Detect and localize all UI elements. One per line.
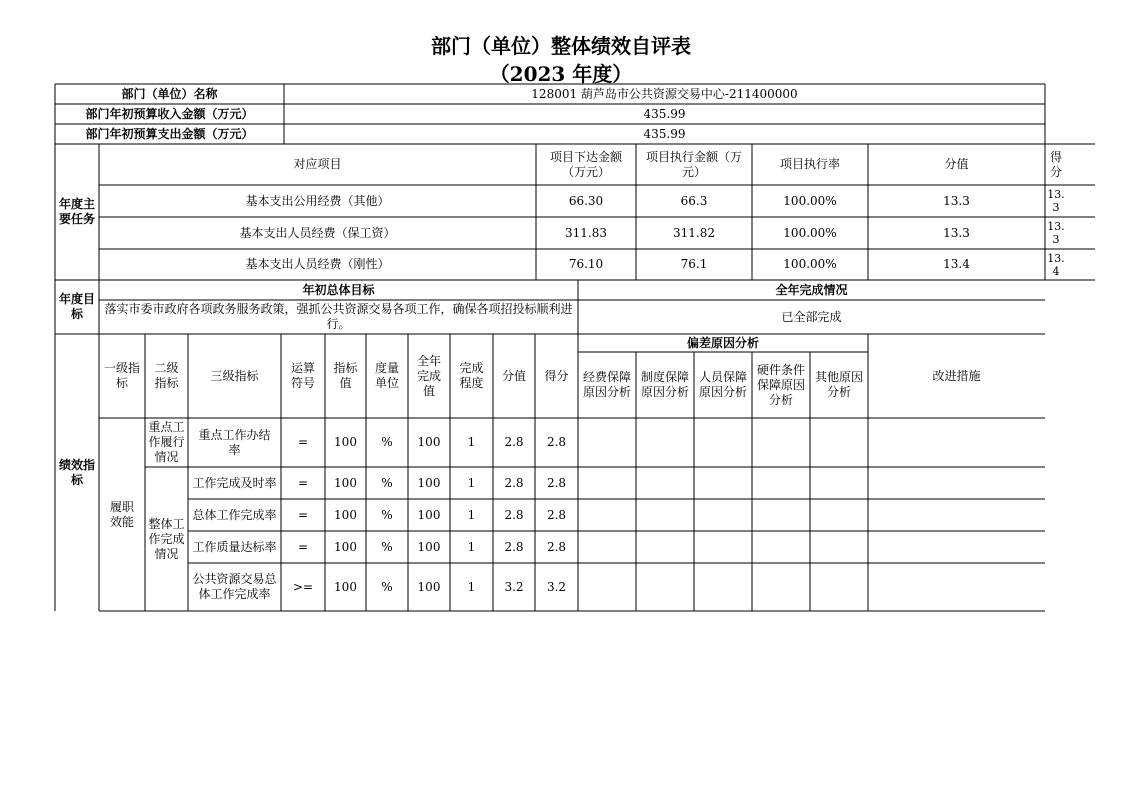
indicator-row-3-op: = xyxy=(297,507,309,522)
indicator-row-1-unit: % xyxy=(381,435,393,449)
tasks-section-label: 年度主要任务 xyxy=(58,197,95,226)
task-row-2-executed: 311.82 xyxy=(673,225,715,240)
col-executed: 项目执行金额（万元） xyxy=(645,149,742,179)
col-score: 分值 xyxy=(944,157,969,171)
indicator-row-1-l3: 重点工作办结率 xyxy=(198,427,271,457)
income-value: 435.99 xyxy=(643,106,686,121)
indicator-row-4-degree: 1 xyxy=(467,539,476,554)
indicator-row-4-annual: 100 xyxy=(417,539,441,554)
col-got: 得分 xyxy=(1049,149,1062,179)
indicator-row-2-target: 100 xyxy=(334,475,357,490)
indicator-row-2-annual: 100 xyxy=(417,475,441,490)
task-row-3-item: 基本支出人员经费（刚性） xyxy=(245,257,390,271)
col-target: 指标值 xyxy=(333,361,358,390)
indicator-row-3-target: 100 xyxy=(334,507,357,522)
indicator-row-1-got: 2.8 xyxy=(546,435,567,449)
indicator-row-5-got: 3.2 xyxy=(546,579,567,594)
task-row-2-score: 13.3 xyxy=(943,225,970,240)
indicator-row-1-score: 2.8 xyxy=(504,435,524,449)
task-row-1-got: 13.3 xyxy=(1047,188,1065,214)
deviation-header: 偏差原因分析 xyxy=(686,335,759,350)
indicator-row-2-degree: 1 xyxy=(467,475,476,490)
indicator-row-4-op: = xyxy=(297,539,309,554)
task-row-3-got: 13.4 xyxy=(1047,251,1065,278)
indicator-row-2-unit: % xyxy=(381,475,393,490)
indicator-row-3-degree: 1 xyxy=(467,507,476,522)
completion-text: 已全部完成 xyxy=(781,309,842,324)
indicator-row-2-score: 2.8 xyxy=(504,475,524,490)
indicator-row-5-op: >= xyxy=(292,579,314,594)
goals-section-label: 年度目标 xyxy=(58,292,95,321)
task-row-3-score: 13.4 xyxy=(943,257,970,271)
task-row-2-item: 基本支出人员经费（保工资） xyxy=(239,225,396,240)
indicator-row-4-l3: 工作质量达标率 xyxy=(192,539,277,554)
indicator-row-1-degree: 1 xyxy=(467,435,476,449)
indicator-row-2-l3: 工作完成及时率 xyxy=(192,475,277,490)
level2-value-key-work: 重点工作履行情况 xyxy=(148,420,185,464)
col-degree: 完成程度 xyxy=(459,361,484,390)
col-allocated: 项目下达金额（万元） xyxy=(549,149,622,179)
col-op: 运算符号 xyxy=(290,361,315,390)
indicator-row-2-got: 2.8 xyxy=(546,475,567,490)
col-staff: 人员保障原因分析 xyxy=(698,370,747,399)
evaluation-table xyxy=(55,84,1065,611)
indicator-row-5-annual: 100 xyxy=(417,579,441,594)
indicator-row-3-l3: 总体工作完成率 xyxy=(192,507,277,522)
income-label: 部门年初预算收入金额（万元） xyxy=(85,106,254,121)
dept-name-label: 部门（单位）名称 xyxy=(121,86,218,101)
indicator-row-5-unit: % xyxy=(381,579,393,594)
indicator-row-5-target: 100 xyxy=(334,579,357,594)
expense-value: 435.99 xyxy=(643,126,686,141)
col-other: 其他原因分析 xyxy=(814,370,863,399)
page-subtitle: （2023 年度） xyxy=(489,62,633,86)
col-annual: 全年完成值 xyxy=(416,353,441,398)
indicator-row-3-unit: % xyxy=(381,507,393,522)
col-rate: 项目执行率 xyxy=(779,157,840,171)
level2-value-overall: 整体工作完成情况 xyxy=(148,516,185,561)
col-system: 制度保障原因分析 xyxy=(640,370,689,399)
col-score: 分值 xyxy=(501,368,526,383)
task-row-2-got: 13.3 xyxy=(1047,220,1065,246)
indicator-row-5-score: 3.2 xyxy=(504,579,524,594)
task-row-3-executed: 76.1 xyxy=(680,257,708,271)
col-got: 得分 xyxy=(544,368,569,383)
indicator-row-5-l3: 公共资源交易总体工作完成率 xyxy=(192,572,277,601)
task-row-3-rate: 100.00% xyxy=(783,257,837,271)
task-row-1-score: 13.3 xyxy=(943,193,970,208)
indicator-row-4-unit: % xyxy=(381,539,393,554)
expense-label: 部门年初预算支出金额（万元） xyxy=(85,126,254,141)
col-fund: 经费保障原因分析 xyxy=(582,370,631,399)
col-hardware: 硬件条件保障原因分析 xyxy=(756,362,805,407)
indicator-row-3-got: 2.8 xyxy=(546,507,567,522)
indicator-row-1-target: 100 xyxy=(334,435,357,449)
col-level2: 二级指标 xyxy=(154,361,179,390)
task-row-2-allocated: 311.83 xyxy=(565,225,607,240)
task-row-2-rate: 100.00% xyxy=(783,225,837,240)
col-level1: 一级指标 xyxy=(103,361,140,390)
task-row-1-item: 基本支出公用经费（其他） xyxy=(245,193,390,208)
indicator-row-4-score: 2.8 xyxy=(504,539,524,554)
task-row-3-allocated: 76.10 xyxy=(568,257,604,271)
performance-section-label: 绩效指标 xyxy=(58,457,95,487)
indicator-row-3-annual: 100 xyxy=(417,507,441,522)
initial-goal-text: 落实市委市政府各项政务服务政策，强抓公共资源交易各项工作，确保各项招投标顺利进行。 xyxy=(104,302,573,331)
col-improve: 改进措施 xyxy=(932,368,981,383)
col-item: 对应项目 xyxy=(293,157,342,171)
indicator-row-4-target: 100 xyxy=(334,539,357,554)
indicator-row-2-op: = xyxy=(297,475,309,490)
initial-goal-header: 年初总体目标 xyxy=(302,282,375,297)
indicator-row-1-annual: 100 xyxy=(417,435,441,449)
dept-name-value: 128001 葫芦岛市公共资源交易中心-211400000 xyxy=(531,86,798,101)
completion-header: 全年完成情况 xyxy=(775,282,848,297)
col-level3: 三级指标 xyxy=(210,368,259,383)
task-row-1-rate: 100.00% xyxy=(783,193,837,208)
indicator-row-1-op: = xyxy=(297,435,309,449)
page-title: 部门（单位）整体绩效自评表 xyxy=(431,34,691,58)
indicator-row-3-score: 2.8 xyxy=(504,507,524,522)
task-row-1-allocated: 66.30 xyxy=(568,193,604,208)
indicator-row-4-got: 2.8 xyxy=(546,539,567,554)
indicator-row-5-degree: 1 xyxy=(467,579,476,594)
level1-value: 履职效能 xyxy=(109,499,134,529)
col-unit: 度量单位 xyxy=(374,361,399,390)
task-row-1-executed: 66.3 xyxy=(680,193,708,208)
